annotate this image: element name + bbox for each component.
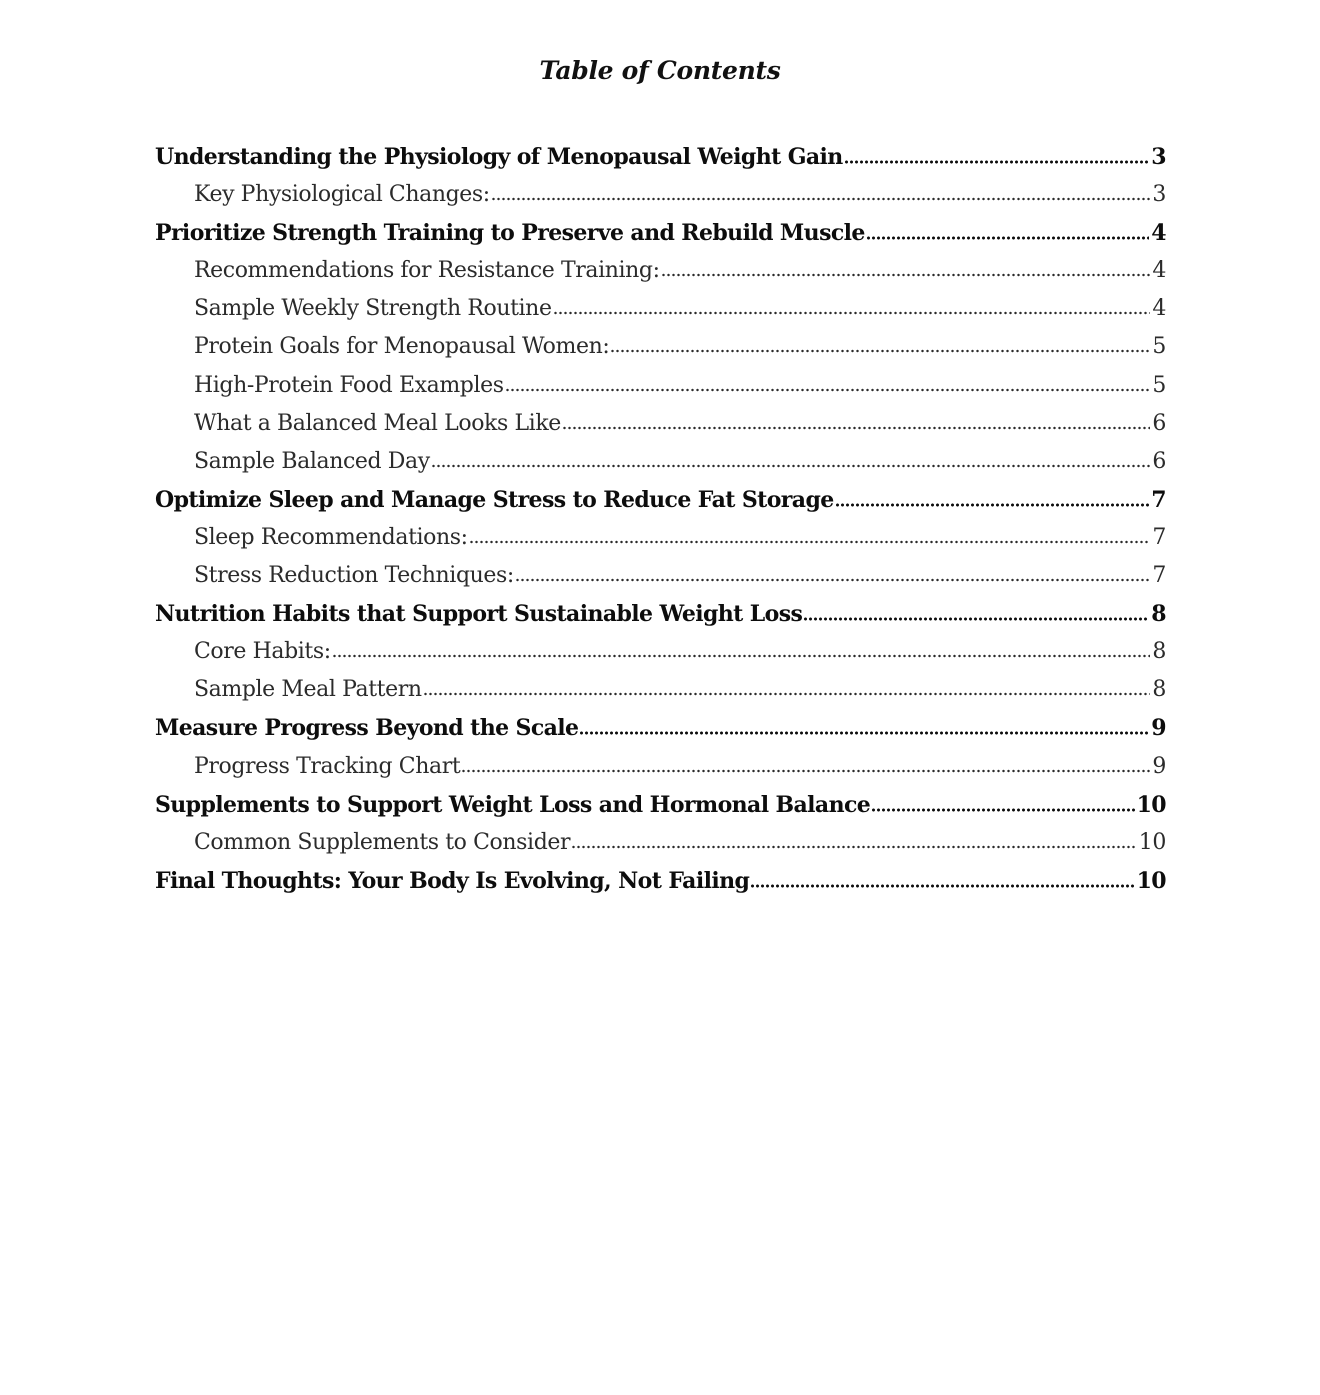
- toc-page-number: 7: [1151, 486, 1166, 513]
- dot-leader: [553, 311, 1151, 315]
- toc-page-number: 7: [1152, 524, 1166, 550]
- toc-section-entry[interactable]: [155, 481, 1166, 519]
- toc-entry-title: Key Physiological Changes:: [194, 182, 490, 208]
- toc-section-entry[interactable]: [155, 214, 1166, 252]
- toc-subsection-entry[interactable]: [155, 519, 1166, 557]
- toc-page-number: 5: [1152, 334, 1166, 360]
- dot-leader: [571, 845, 1137, 849]
- toc-entry-title: Sleep Recommendations:: [194, 524, 468, 550]
- toc-subsection-entry[interactable]: [155, 328, 1166, 366]
- toc-section-entry[interactable]: [155, 138, 1166, 176]
- dot-leader: [866, 236, 1149, 240]
- toc-subsection-entry[interactable]: [155, 443, 1166, 481]
- toc-entry-title: Nutrition Habits that Support Sustainable Weight Loss: [155, 601, 803, 628]
- dot-leader: [431, 464, 1151, 468]
- dot-leader: [750, 884, 1134, 888]
- toc-subsection-entry[interactable]: [155, 176, 1166, 214]
- toc-subsection-entry[interactable]: [155, 252, 1166, 290]
- dot-leader: [835, 503, 1150, 507]
- toc-entry-title: Sample Weekly Strength Routine: [194, 296, 552, 322]
- dot-leader: [610, 349, 1150, 353]
- toc-section-entry[interactable]: [155, 786, 1166, 824]
- toc-page-number: 10: [1138, 829, 1166, 855]
- dot-leader: [871, 808, 1134, 812]
- toc-page-number: 10: [1136, 867, 1166, 894]
- toc-page-number: 8: [1152, 677, 1166, 703]
- toc-page-number: 4: [1152, 258, 1166, 284]
- toc-subsection-entry[interactable]: [155, 824, 1166, 862]
- toc-page-number: 3: [1152, 182, 1166, 208]
- toc-entry-title: Recommendations for Resistance Training:: [194, 258, 660, 284]
- dot-leader: [491, 197, 1151, 201]
- dot-leader: [661, 273, 1151, 277]
- toc-entry-title: Optimize Sleep and Manage Stress to Reduce Fat Storage: [155, 486, 834, 513]
- toc-entry-title: Prioritize Strength Training to Preserve and Rebuild Muscle: [155, 220, 865, 247]
- toc-page-number: 4: [1151, 220, 1166, 247]
- toc-entry-title: Measure Progress Beyond the Scale: [155, 715, 579, 742]
- toc-page-number: 6: [1152, 410, 1166, 436]
- dot-leader: [579, 731, 1149, 735]
- toc-entry-title: What a Balanced Meal Looks Like: [194, 410, 561, 436]
- table-of-contents: [155, 138, 1166, 900]
- dot-leader: [461, 769, 1150, 773]
- page-title: Table of Contents: [539, 56, 781, 85]
- toc-entry-title: Sample Meal Pattern: [194, 677, 422, 703]
- toc-entry-title: Sample Balanced Day: [194, 448, 430, 474]
- dot-leader: [423, 692, 1151, 696]
- toc-subsection-entry[interactable]: [155, 671, 1166, 709]
- toc-entry-title: Common Supplements to Consider: [194, 829, 571, 855]
- dot-leader: [332, 654, 1151, 658]
- toc-page-number: 6: [1152, 448, 1166, 474]
- toc-page-number: 8: [1151, 601, 1166, 628]
- toc-section-entry[interactable]: [155, 595, 1166, 633]
- toc-entry-title: Core Habits:: [194, 639, 331, 665]
- toc-page-number: 7: [1152, 563, 1166, 589]
- toc-entry-title: Stress Reduction Techniques:: [194, 563, 514, 589]
- dot-leader: [844, 160, 1150, 164]
- dot-leader: [469, 540, 1151, 544]
- toc-entry-title: Progress Tracking Chart: [194, 753, 461, 779]
- dot-leader: [562, 426, 1151, 430]
- toc-subsection-entry[interactable]: [155, 557, 1166, 595]
- dot-leader: [505, 388, 1151, 392]
- toc-page-number: 4: [1152, 296, 1166, 322]
- toc-entry-title: Supplements to Support Weight Loss and Hormonal Balance: [155, 791, 871, 818]
- toc-entry-title: Protein Goals for Menopausal Women:: [194, 334, 610, 360]
- toc-section-entry[interactable]: [155, 862, 1166, 900]
- toc-page-number: 9: [1151, 715, 1166, 742]
- toc-subsection-entry[interactable]: [155, 748, 1166, 786]
- toc-entry-title: Understanding the Physiology of Menopausal Weight Gain: [155, 144, 843, 170]
- toc-page-number: 8: [1152, 639, 1166, 665]
- toc-page-number: 9: [1152, 753, 1166, 779]
- toc-page-number: 5: [1152, 372, 1166, 398]
- toc-subsection-entry[interactable]: [155, 405, 1166, 443]
- toc-subsection-entry[interactable]: [155, 367, 1166, 405]
- toc-subsection-entry[interactable]: [155, 633, 1166, 671]
- toc-section-entry[interactable]: [155, 709, 1166, 747]
- toc-entry-title: Final Thoughts: Your Body Is Evolving, Not Failing: [155, 867, 750, 894]
- toc-entry-title: High-Protein Food Examples: [194, 372, 504, 398]
- toc-page-number: 3: [1151, 144, 1166, 170]
- dot-leader: [803, 617, 1149, 621]
- dot-leader: [515, 578, 1150, 582]
- toc-subsection-entry[interactable]: [155, 290, 1166, 328]
- toc-page-number: 10: [1136, 791, 1166, 818]
